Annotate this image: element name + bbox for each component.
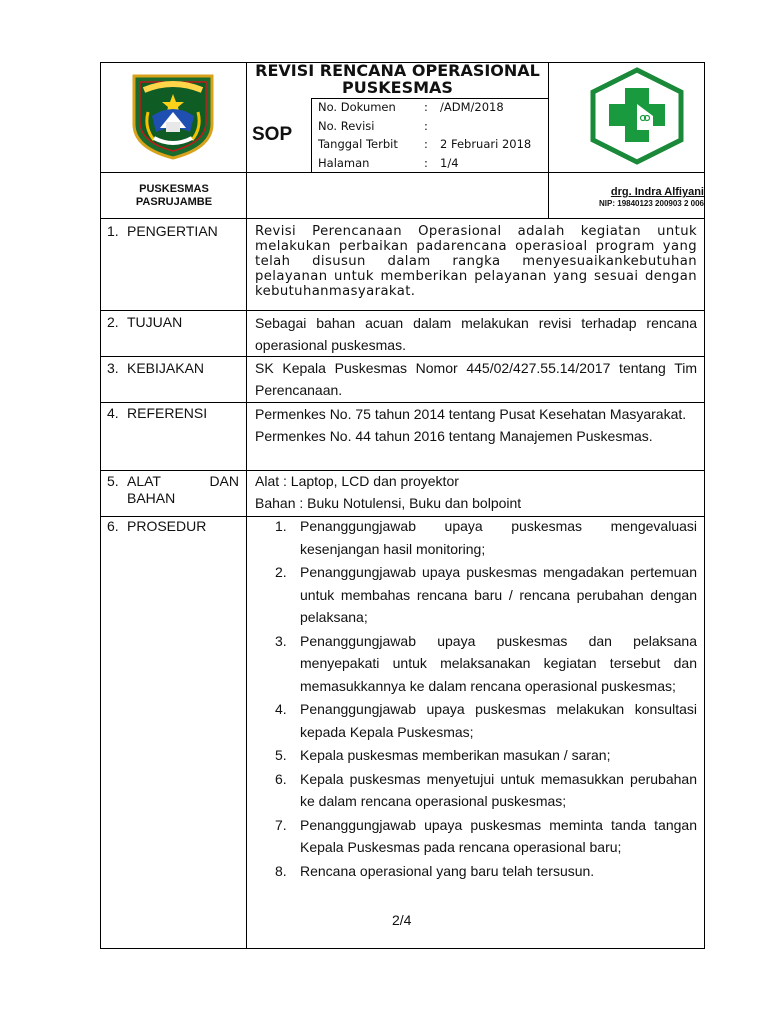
step-number: 1.	[275, 518, 287, 534]
kebijakan-text: SK Kepala Puskesmas Nomor 445/02/427.55.14/2017 tentang Tim Perencanaan.	[255, 360, 697, 398]
section-title: ALAT	[127, 473, 161, 489]
list-item	[270, 698, 697, 743]
section-label-alat	[107, 473, 239, 507]
signer-nip: NIP: 19840123 200903 2 006	[599, 199, 704, 208]
meta-sep: :	[424, 137, 428, 151]
referensi-item: Permenkes No. 75 tahun 2014 tentang Pusat Kesehatan Masyarakat.	[255, 406, 687, 422]
section-title: PENGERTIAN	[127, 223, 218, 239]
step-number: 3.	[275, 632, 287, 649]
section-title: BAHAN	[127, 490, 176, 506]
document-title: REVISI RENCANA OPERASIONAL PUSKESMAS	[255, 61, 540, 97]
meta-key: No. Revisi	[318, 119, 375, 133]
meta-row	[318, 156, 459, 170]
meta-sep: :	[424, 100, 428, 114]
step-text: Kepala puskesmas memberikan masukan / saran;	[300, 747, 611, 763]
page-number: 2/4	[392, 912, 412, 928]
meta-value: 2 Februari 2018	[440, 137, 532, 151]
list-item	[270, 860, 697, 883]
step-number: 7.	[275, 816, 287, 833]
section-label-prosedur	[107, 518, 206, 535]
bahan-item: Bahan : Buku Notulensi, Buku dan bolpoint	[255, 495, 522, 511]
referensi-item: Permenkes No. 44 tahun 2016 tentang Manajemen Puskesmas.	[255, 428, 653, 444]
section-title: TUJUAN	[127, 314, 183, 330]
step-text: Penanggungjawab upaya puskesmas dan pelaksana menyepakati untuk melaksanakan kegiatan tersebut dan memasukkannya ke dalam rencana operasional puskesmas;	[300, 632, 697, 694]
step-number: 6.	[275, 770, 287, 787]
meta-sep: :	[424, 119, 428, 133]
step-text: Penanggungjawab upaya puskesmas meminta tanda tangan Kepala Puskesmas pada rencana operasional baru;	[300, 816, 697, 855]
section-number: 6.	[107, 518, 119, 534]
step-text: Penanggungjawab upaya puskesmas melakukan konsultasi kepada Kepala Puskesmas;	[300, 701, 697, 740]
list-item	[270, 814, 697, 859]
tujuan-text: Sebagai bahan acuan dalam melakukan revisi terhadap rencana operasional puskesmas.	[255, 315, 697, 353]
step-number: 8.	[275, 862, 287, 879]
section-label-kebijakan	[107, 360, 204, 377]
step-text: Kepala puskesmas menyetujui untuk memasukkan perubahan ke dalam rencana operasional puskesmas;	[300, 770, 697, 809]
section-number: 1.	[107, 223, 119, 239]
puskesmas-name	[110, 183, 238, 209]
puskesmas-line: PASRUJAMBE	[135, 196, 213, 208]
step-number: 4.	[275, 701, 287, 717]
sop-label: SOP	[252, 124, 293, 145]
section-title: PROSEDUR	[127, 518, 207, 534]
list-item	[270, 630, 697, 698]
alat-item: Alat : Laptop, LCD dan proyektor	[255, 473, 459, 489]
step-text: Penanggungjawab upaya puskesmas mengevaluasi kesenjangan hasil monitoring;	[300, 518, 697, 557]
list-item	[270, 515, 697, 560]
section-number: 3.	[107, 360, 119, 376]
section-number: 5.	[107, 473, 119, 489]
signer-name: drg. Indra Alfiyani	[610, 186, 704, 198]
meta-key: Halaman	[318, 156, 370, 170]
divider	[100, 218, 705, 219]
divider	[100, 310, 705, 311]
meta-value: /ADM/2018	[440, 100, 504, 114]
meta-key: Tanggal Terbit	[318, 137, 398, 151]
section-number: 4.	[107, 405, 119, 421]
meta-key: No. Dokumen	[318, 100, 396, 114]
meta-sep: :	[424, 156, 428, 170]
meta-value: 1/4	[440, 156, 459, 170]
section-title: DAN	[209, 473, 239, 489]
divider	[246, 62, 247, 949]
list-item	[270, 744, 697, 767]
step-text: Penanggungjawab upaya puskesmas mengadakan pertemuan untuk membahas rencana baru / rencana perubahan dengan pelaksana;	[300, 564, 697, 625]
pengertian-text: Revisi Perencanaan Operasional adalah kegiatan untuk melakukan perbaikan padarencana operasioal program yang telah disusun dalam rangka menyesuaikankebutuhan pelayanan untuk memberikan pelayanan yang sesuai dengan kebutuhanmasyarakat.	[255, 224, 697, 299]
list-item	[270, 768, 697, 813]
section-number: 2.	[107, 314, 119, 330]
lumajang-logo	[130, 72, 216, 160]
divider	[100, 172, 705, 173]
referensi-text	[255, 403, 697, 447]
step-text: Rencana operasional yang baru telah tersusun.	[300, 862, 595, 879]
divider	[311, 98, 548, 99]
divider	[548, 62, 549, 172]
prosedur-list	[270, 515, 697, 883]
section-label-tujuan	[107, 314, 182, 331]
step-number: 5.	[275, 747, 287, 763]
divider	[311, 98, 312, 172]
meta-row	[318, 100, 504, 114]
meta-row	[318, 119, 440, 133]
step-number: 2.	[275, 564, 287, 580]
section-label-referensi	[107, 405, 207, 422]
section-title: REFERENSI	[127, 405, 208, 421]
puskesmas-line: PUSKESMAS	[139, 183, 209, 195]
section-label-pengertian	[107, 223, 218, 240]
alat-text	[255, 470, 697, 514]
list-item	[270, 561, 697, 629]
meta-row	[318, 137, 531, 151]
section-title: KEBIJAKAN	[127, 360, 205, 376]
puskesmas-logo	[587, 66, 687, 166]
divider	[548, 172, 549, 218]
